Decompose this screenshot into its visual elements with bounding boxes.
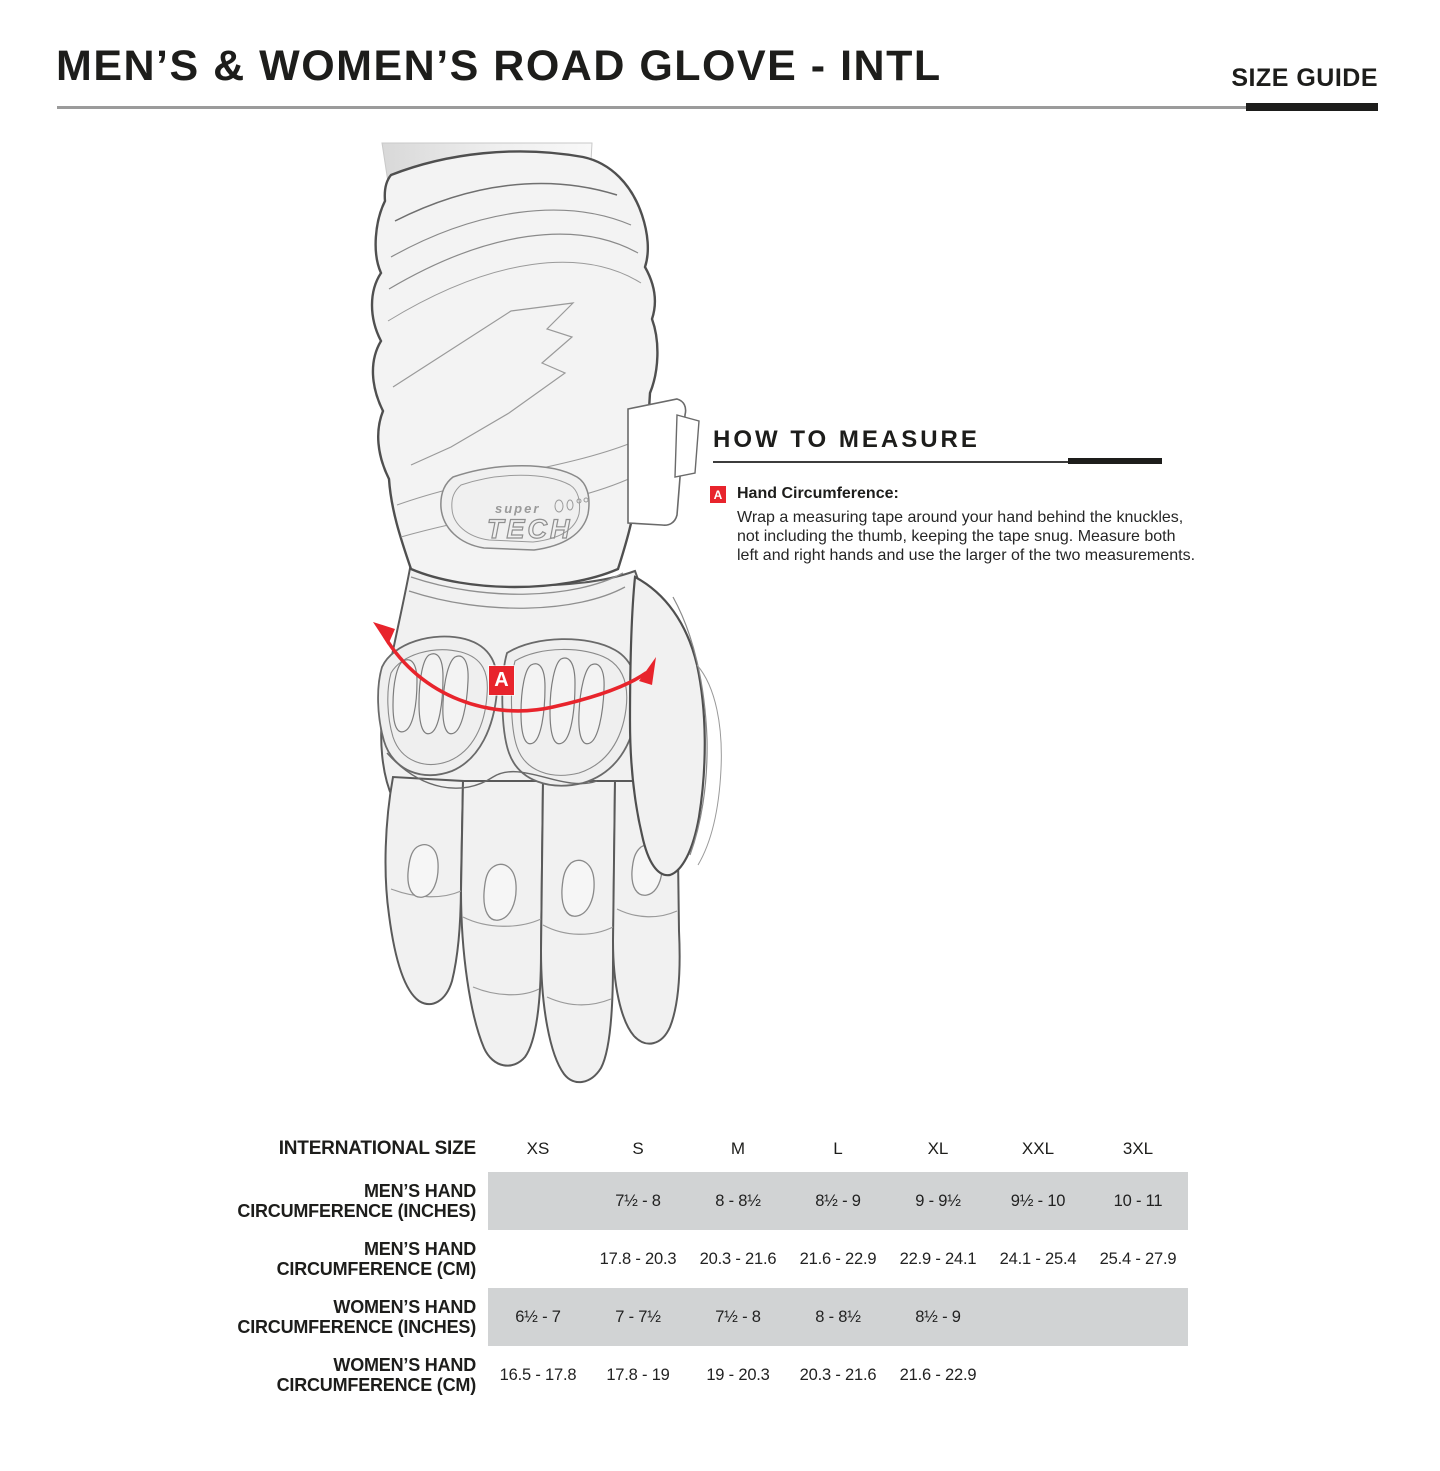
cuff-strap: [628, 399, 699, 525]
table-cell: 6½ - 7: [488, 1288, 588, 1346]
table-cell: [988, 1346, 1088, 1404]
header-divider: [57, 106, 1378, 109]
column-header-l: L: [833, 1138, 843, 1158]
column-header-xxl: XXL: [1021, 1138, 1055, 1158]
table-cell: [488, 1230, 588, 1288]
header-divider-accent: [1246, 103, 1378, 111]
table-cell: 7½ - 8: [688, 1288, 788, 1346]
logo-patch: [441, 466, 589, 550]
measure-item-title: Hand Circumference:: [737, 485, 899, 502]
measure-arrow-left: [373, 622, 395, 645]
glove-illustration: [325, 125, 745, 1105]
logo-super-text: super: [495, 501, 541, 516]
column-header-3xl: 3XL: [1122, 1138, 1154, 1158]
table-cell: 21.6 - 22.9: [799, 1249, 877, 1268]
table-cell: 9 - 9½: [888, 1172, 988, 1230]
table-cell: 22.9 - 24.1: [899, 1249, 977, 1268]
measure-point-a-marker: A: [489, 666, 514, 695]
table-cell: 10 - 11: [1088, 1172, 1188, 1230]
table-cell: [1088, 1346, 1188, 1404]
column-header-m: M: [730, 1138, 746, 1158]
column-header-xs: XS: [526, 1138, 550, 1158]
table-cell: [488, 1172, 588, 1230]
table-cell: [1088, 1288, 1188, 1346]
table-cell: 8½ - 9: [788, 1172, 888, 1230]
table-cell: 17.8 - 19: [606, 1365, 670, 1384]
table-cell: 7½ - 8: [588, 1172, 688, 1230]
measure-body-line: not including the thumb, keeping the tape snug. Measure both: [737, 528, 1176, 545]
row-label-womens-cm: WOMEN’S HAND CIRCUMFERENCE (CM): [276, 1355, 476, 1395]
column-header-s: S: [632, 1138, 644, 1158]
table-cell: 8 - 8½: [788, 1288, 888, 1346]
table-cell: 20.3 - 21.6: [799, 1365, 877, 1384]
table-cell: 20.3 - 21.6: [699, 1249, 777, 1268]
table-cell: 8 - 8½: [688, 1172, 788, 1230]
table-cell: [988, 1288, 1088, 1346]
page-title: MEN’S & WOMEN’S ROAD GLOVE - INTL: [56, 42, 942, 90]
measure-divider-accent: [1068, 458, 1162, 464]
table-cell: 25.4 - 27.9: [1099, 1249, 1177, 1268]
table-cell: 8½ - 9: [888, 1288, 988, 1346]
table-cell: 9½ - 10: [988, 1172, 1088, 1230]
row-label-womens-inches: WOMEN’S HAND CIRCUMFERENCE (INCHES): [237, 1297, 476, 1337]
size-guide-label: SIZE GUIDE: [1231, 64, 1378, 92]
row-label-mens-inches: MEN’S HAND CIRCUMFERENCE (INCHES): [237, 1181, 476, 1221]
column-header-xl: XL: [927, 1138, 949, 1158]
measure-a-chip: A: [710, 486, 726, 503]
logo-tech-text: TECH: [487, 514, 573, 544]
table-cell: 17.8 - 20.3: [599, 1249, 677, 1268]
measure-body-line: left and right hands and use the larger of the two measurements.: [737, 547, 1196, 564]
table-header-label: INTERNATIONAL SIZE: [278, 1137, 476, 1159]
table-cell: 7 - 7½: [588, 1288, 688, 1346]
table-cell: 16.5 - 17.8: [499, 1365, 577, 1384]
measure-heading: HOW TO MEASURE: [713, 426, 980, 453]
row-label-mens-cm: MEN’S HAND CIRCUMFERENCE (CM): [276, 1239, 476, 1279]
middle-finger: [541, 781, 615, 1082]
table-cell: 24.1 - 25.4: [999, 1249, 1077, 1268]
table-cell: 21.6 - 22.9: [899, 1365, 977, 1384]
table-cell: 19 - 20.3: [706, 1365, 770, 1384]
measure-body-line: Wrap a measuring tape around your hand behind the knuckles,: [737, 509, 1184, 526]
fingers-group: [386, 777, 680, 1082]
size-table: [0, 1125, 1188, 1404]
measure-body-text: [737, 508, 1195, 565]
thumb: [630, 577, 721, 875]
